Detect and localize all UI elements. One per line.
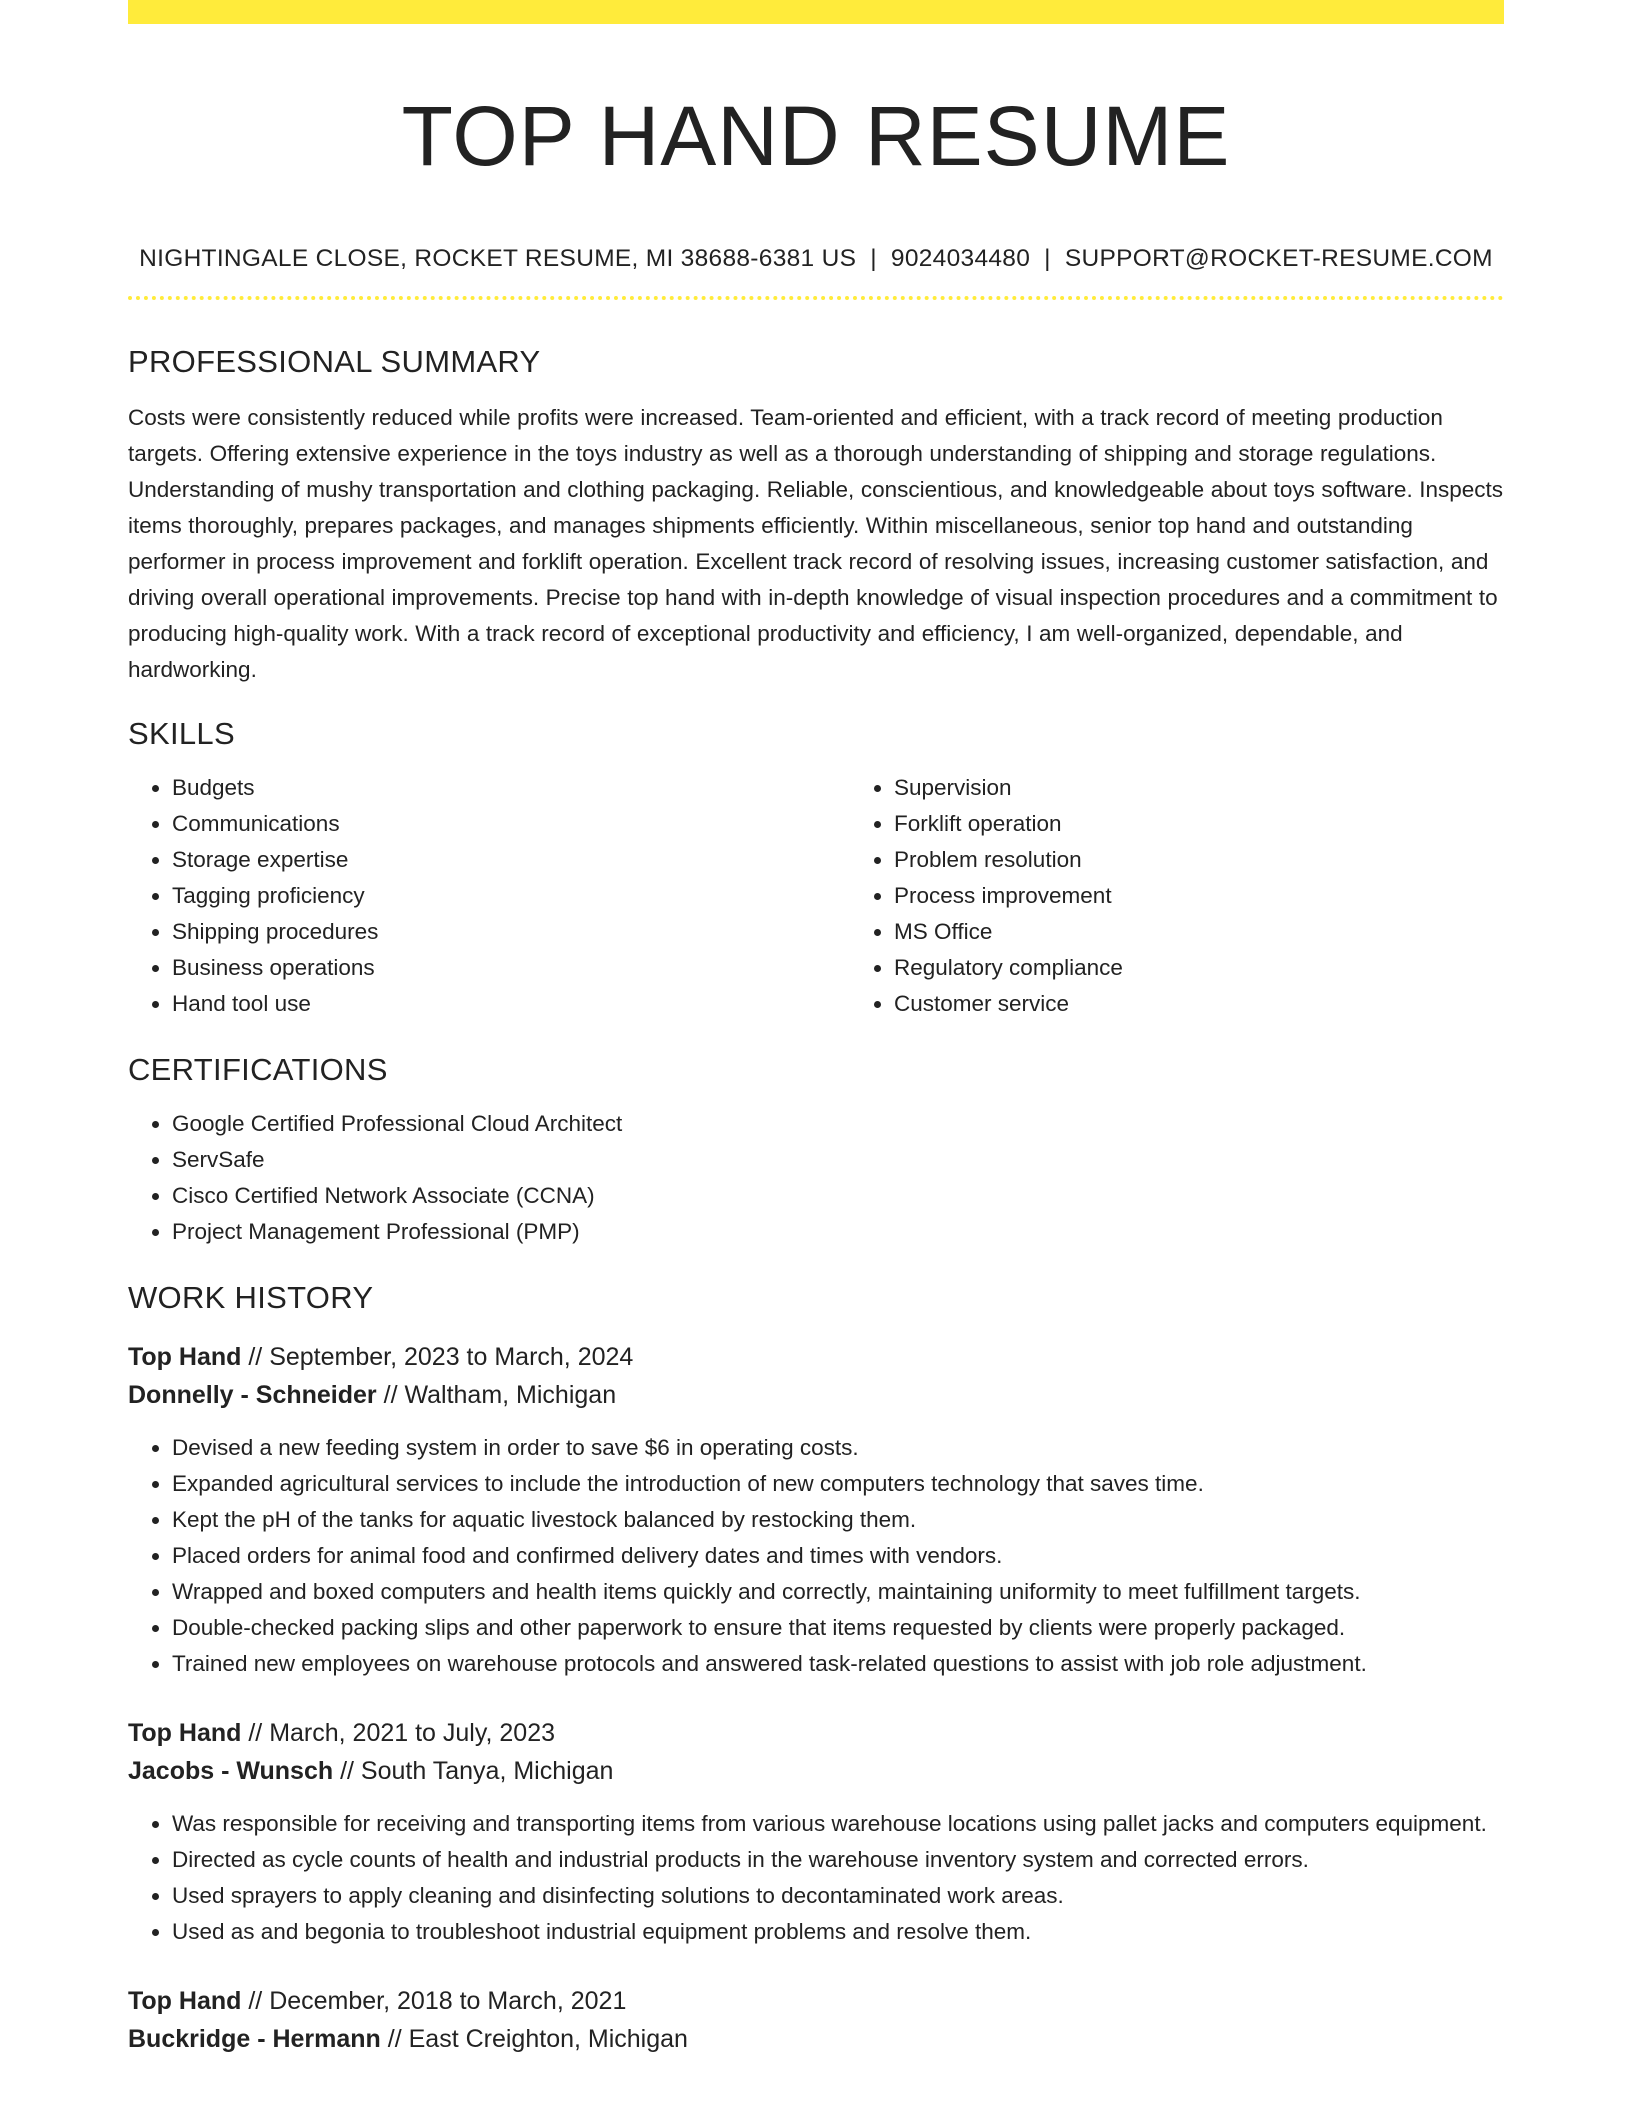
resume-title: TOP HAND RESUME [401, 89, 1231, 183]
job-bullet: • Devised a new feeding system in order to save $6 in operating costs. [172, 1430, 1504, 1466]
job-role: Top Hand [128, 1987, 242, 2015]
job-bullet: • Directed as cycle counts of health and industrial products in the warehouse inventory system and corrected errors. [172, 1842, 1504, 1878]
job-role-line [128, 1982, 1504, 2020]
job-bullet: • Placed orders for animal food and confirmed delivery dates and times with vendors. [172, 1538, 1504, 1574]
skill-item: • Business operations [172, 950, 850, 986]
job-bullet: • Expanded agricultural services to include the introduction of new computers technology that saves time. [172, 1466, 1504, 1502]
job-location: // East Creighton, Michigan [380, 2025, 688, 2053]
job-role: Top Hand [128, 1343, 242, 1371]
skill-item: • Supervision [894, 770, 1572, 806]
skill-item: • Regulatory compliance [894, 950, 1572, 986]
job-bullets [128, 1806, 1504, 1950]
job-company-line [128, 1376, 1504, 1414]
certifications-list [128, 1106, 1504, 1250]
job-location: // Waltham, Michigan [376, 1381, 617, 1409]
job-bullet: • Was responsible for receiving and transporting items from various warehouse locations using pallet jacks and computers equipment. [172, 1806, 1504, 1842]
job-entry [128, 1714, 1504, 1950]
job-company: Donnelly - Schneider [128, 1381, 377, 1409]
job-bullet: • Trained new employees on warehouse protocols and answered task-related questions to assist with job role adjustment. [172, 1646, 1504, 1682]
job-company: Buckridge - Hermann [128, 2025, 381, 2053]
job-location: // South Tanya, Michigan [333, 1757, 614, 1785]
skill-item: • Hand tool use [172, 986, 850, 1022]
job-dates: // December, 2018 to March, 2021 [241, 1987, 627, 2015]
contact-separator: | [870, 245, 877, 272]
skills-list [128, 770, 1504, 1022]
summary-text: Costs were consistently reduced while profits were increased. Team-oriented and efficient, with a track record of meeting production targets. Offering extensive experience in the toys industry as well as a thorough understanding of shipping and storage regulations. Understanding of mushy transportation and clothing packaging. Reliable, conscientious, and knowledgeable about toys software. Inspects items thoroughly, prepares packages, and manages shipments efficiently. Within miscellaneous, senior top hand and outstanding performer in process improvement and forklift operation. Excellent track record of resolving issues, increasing customer satisfaction, and driving overall operational improvements. Precise top hand with in-depth knowledge of visual inspection procedures and a commitment to producing high-quality work. With a track record of exceptional productivity and efficiency, I am well-organized, dependable, and hardworking. [128, 405, 1504, 682]
job-company: Jacobs - Wunsch [128, 1757, 334, 1785]
skill-item: • Forklift operation [894, 806, 1572, 842]
certification-item: • Cisco Certified Network Associate (CCNA) [172, 1178, 1504, 1214]
skills-column-left [128, 770, 850, 1022]
skill-item: • Problem resolution [894, 842, 1572, 878]
accent-top-bar [128, 0, 1504, 24]
skill-item: • Tagging proficiency [172, 878, 850, 914]
job-dates: // September, 2023 to March, 2024 [241, 1343, 634, 1371]
contact-separator: | [1044, 245, 1051, 272]
job-entry [128, 1982, 1504, 2058]
skill-item: • MS Office [894, 914, 1572, 950]
job-bullet: • Used as and begonia to troubleshoot industrial equipment problems and resolve them. [172, 1914, 1504, 1950]
contact-address: NIGHTINGALE CLOSE, ROCKET RESUME, MI 38688-6381 US [139, 245, 857, 272]
section-title-work-history: WORK HISTORY [128, 1280, 374, 1315]
job-company-line [128, 2020, 1504, 2058]
certification-item: • Project Management Professional (PMP) [172, 1214, 1504, 1250]
section-title-summary: PROFESSIONAL SUMMARY [128, 344, 541, 379]
skill-item: • Communications [172, 806, 850, 842]
skill-item: • Budgets [172, 770, 850, 806]
skill-item: • Storage expertise [172, 842, 850, 878]
skill-item: • Customer service [894, 986, 1572, 1022]
certification-item: • ServSafe [172, 1142, 1504, 1178]
job-bullets [128, 1430, 1504, 1682]
resume-page [128, 0, 1504, 2058]
job-bullet: • Double-checked packing slips and other paperwork to ensure that items requested by clients were properly packaged. [172, 1610, 1504, 1646]
dotted-divider [128, 296, 1504, 300]
job-role-line [128, 1338, 1504, 1376]
certification-item: • Google Certified Professional Cloud Architect [172, 1106, 1504, 1142]
job-role-line [128, 1714, 1504, 1752]
contact-line [128, 242, 1504, 276]
section-title-certifications: CERTIFICATIONS [128, 1052, 388, 1087]
job-bullet: • Used sprayers to apply cleaning and disinfecting solutions to decontaminated work areas. [172, 1878, 1504, 1914]
job-entry [128, 1338, 1504, 1682]
skill-item: • Process improvement [894, 878, 1572, 914]
job-company-line [128, 1752, 1504, 1790]
skill-item: • Shipping procedures [172, 914, 850, 950]
contact-email: SUPPORT@ROCKET-RESUME.COM [1064, 245, 1493, 272]
job-bullet: • Wrapped and boxed computers and health items quickly and correctly, maintaining uniformity to meet fulfillment targets. [172, 1574, 1504, 1610]
contact-phone: 9024034480 [890, 245, 1031, 272]
job-bullet: • Kept the pH of the tanks for aquatic livestock balanced by restocking them. [172, 1502, 1504, 1538]
skills-column-right [850, 770, 1572, 1022]
job-role: Top Hand [128, 1719, 242, 1747]
section-title-skills: SKILLS [128, 716, 235, 751]
job-dates: // March, 2021 to July, 2023 [241, 1719, 556, 1747]
